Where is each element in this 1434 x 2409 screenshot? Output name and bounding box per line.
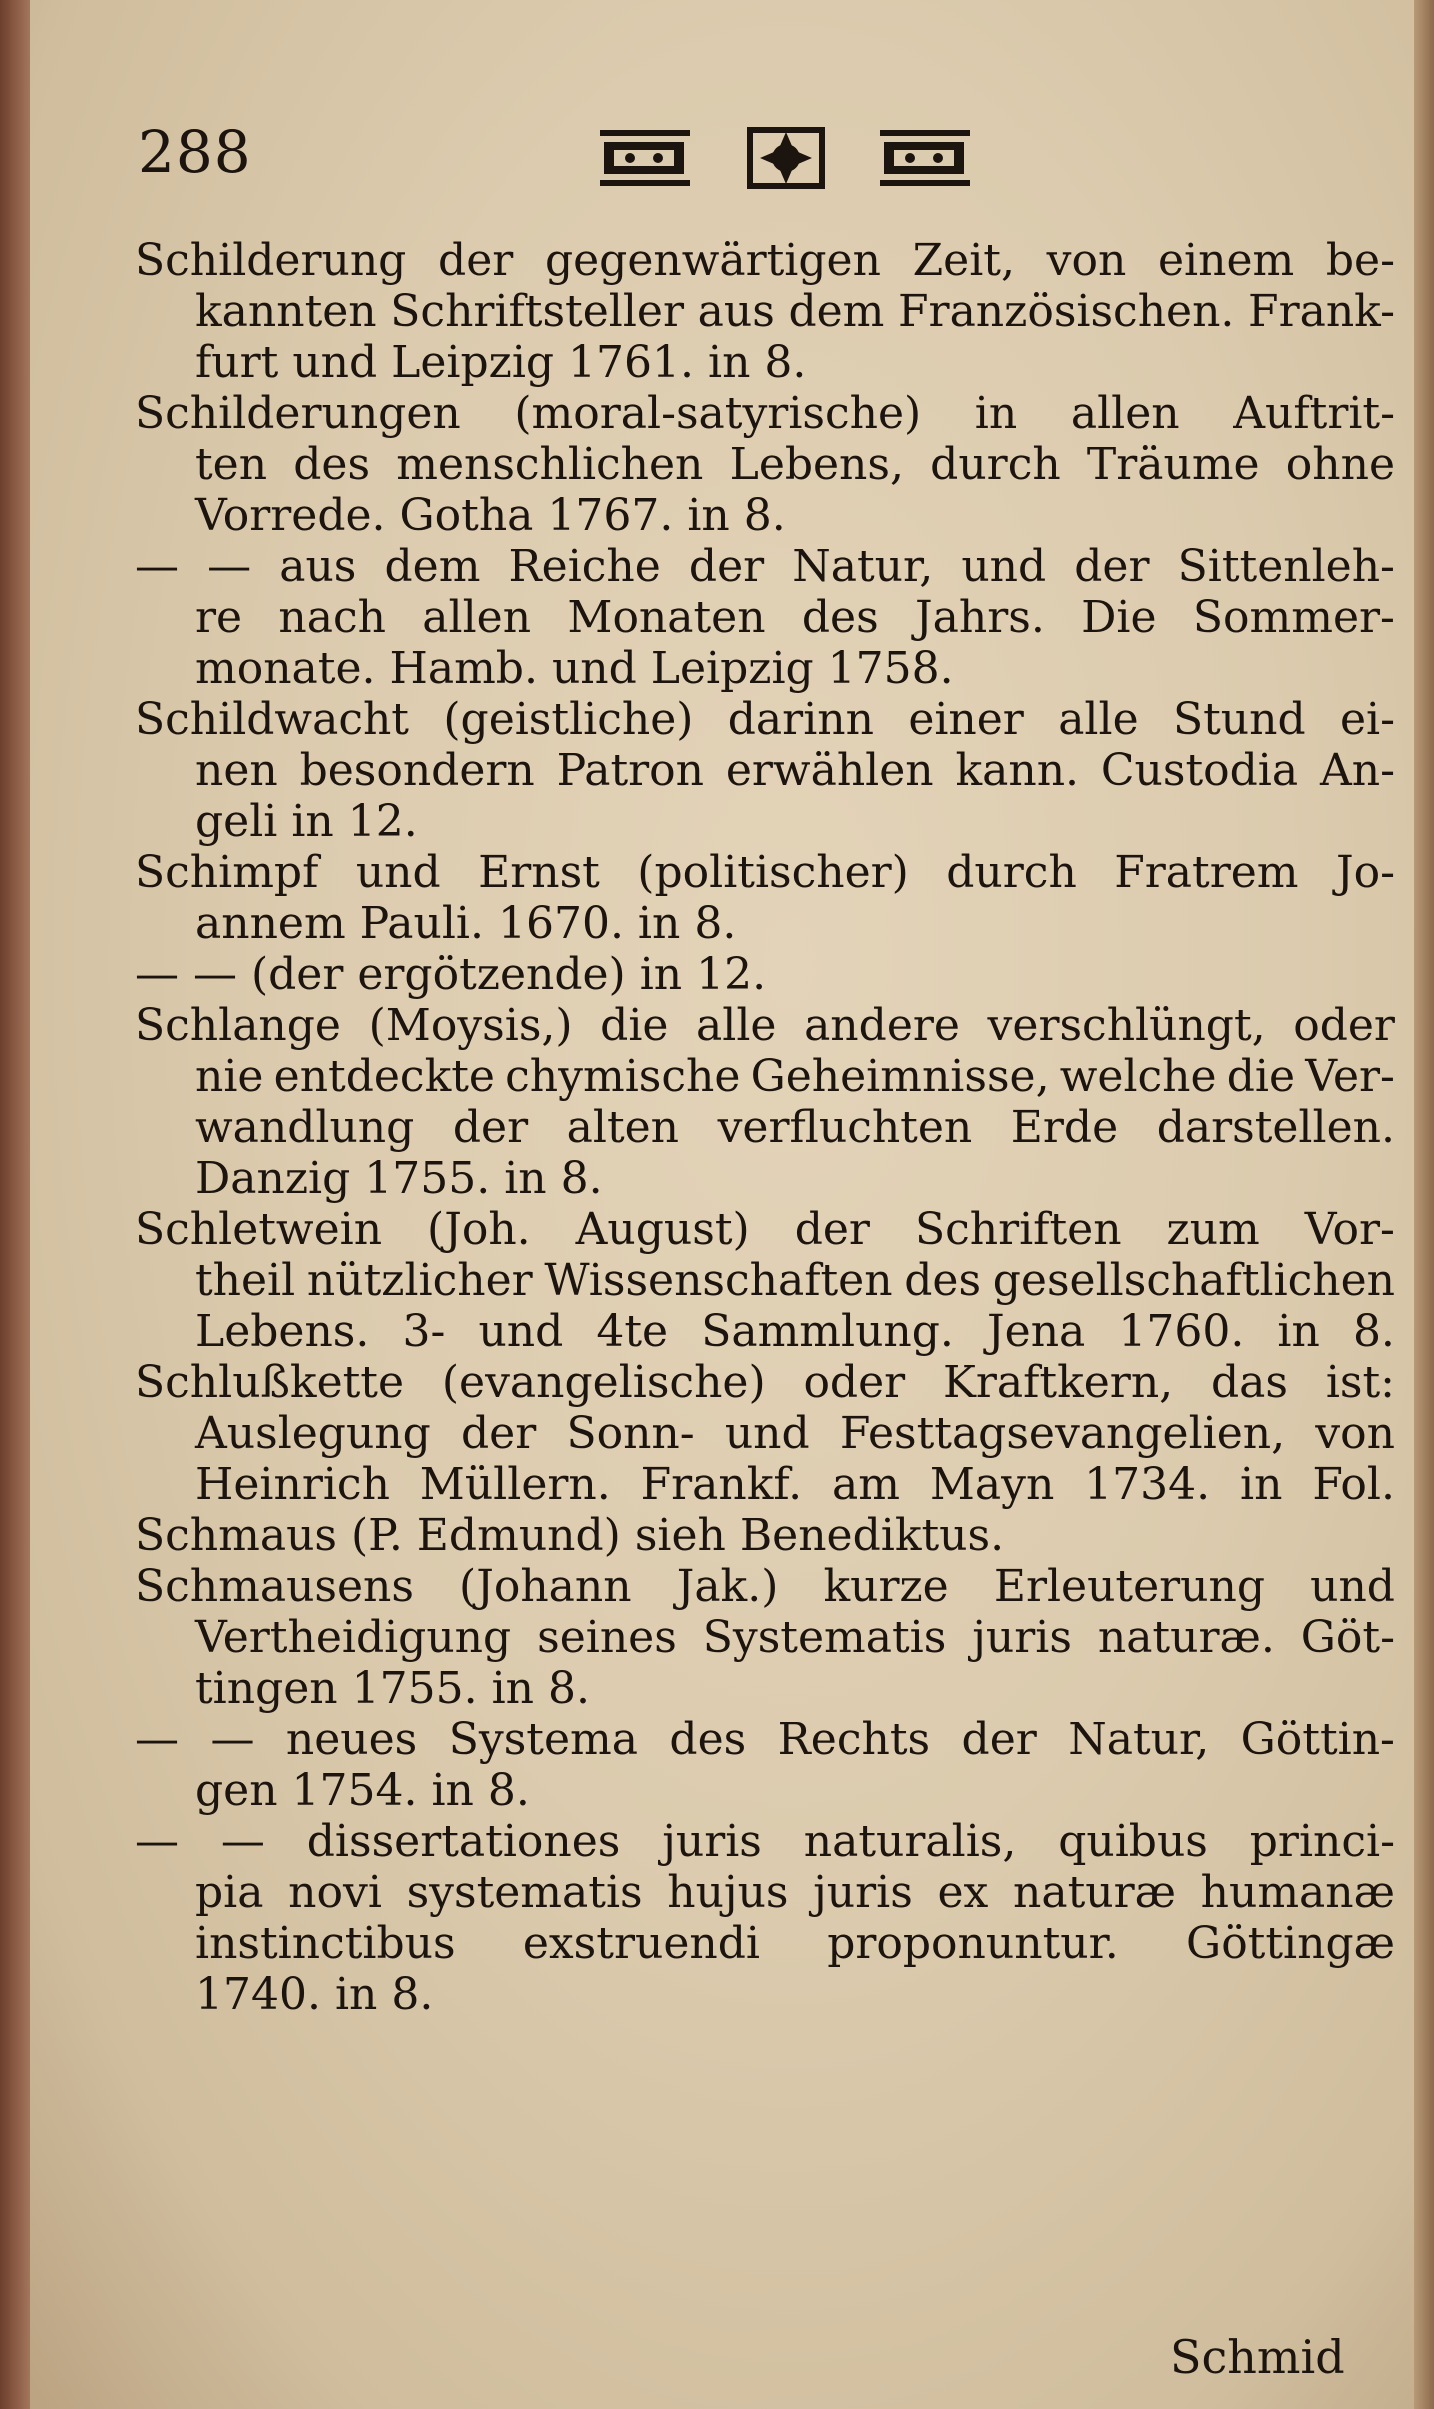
text-line: annem Pauli. 1670. in 8.: [195, 898, 737, 949]
text-line: Schimpf und Ernst (politischer) durch Fratrem Jo-: [135, 847, 1395, 898]
text-line: — — (der ergötzende) in 12.: [135, 949, 767, 1000]
text-line: Schlange (Moysis,) die alle andere verschlüngt, oder: [135, 1000, 1395, 1051]
text-line: Vertheidigung seines Systematis juris naturæ. Göt-: [195, 1612, 1395, 1663]
text-line: Lebens. 3- und 4te Sammlung. Jena 1760. in 8.: [195, 1306, 1395, 1357]
text-line: Schletwein (Joh. August) der Schriften zum Vor-: [135, 1204, 1395, 1255]
text-line: tingen 1755. in 8.: [195, 1663, 590, 1714]
text-line: Schmaus (P. Edmund) sieh Benediktus.: [135, 1510, 1005, 1561]
index-entries: [135, 235, 1395, 2020]
text-line: instinctibus exstruendi proponuntur. Göttingæ: [195, 1918, 1395, 1969]
text-line: — — aus dem Reiche der Natur, und der Sittenleh-: [135, 541, 1395, 592]
text-line: Schilderungen (moral-satyrische) in allen Auftrit-: [135, 388, 1395, 439]
text-line: Schilderung der gegenwärtigen Zeit, von einem be-: [135, 235, 1395, 286]
text-line: 1740. in 8.: [195, 1969, 434, 2020]
text-line: pia novi systematis hujus juris ex naturæ humanæ: [195, 1867, 1395, 1918]
text-line: Vorrede. Gotha 1767. in 8.: [195, 490, 786, 541]
text-line: nie entdeckte chymische Geheimnisse, welche die Ver-: [195, 1051, 1395, 1102]
text-line: wandlung der alten verfluchten Erde darstellen.: [195, 1102, 1395, 1153]
text-line: — — neues Systema des Rechts der Natur, Göttin-: [135, 1714, 1395, 1765]
page-number: 288: [138, 118, 252, 186]
text-line: furt und Leipzig 1761. in 8.: [195, 337, 807, 388]
text-line: Danzig 1755. in 8.: [195, 1153, 603, 1204]
page-fore-edge: [1414, 0, 1434, 2409]
text-line: nen besondern Patron erwählen kann. Custodia An-: [195, 745, 1395, 796]
text-line: theil nützlicher Wissenschaften des gesellschaftlichen: [195, 1255, 1395, 1306]
text-line: Heinrich Müllern. Frankf. am Mayn 1734. in Fol.: [195, 1459, 1395, 1510]
text-line: Schildwacht (geistliche) darinn einer alle Stund ei-: [135, 694, 1395, 745]
text-line: re nach allen Monaten des Jahrs. Die Sommer-: [195, 592, 1395, 643]
text-line: ten des menschlichen Lebens, durch Träume ohne: [195, 439, 1395, 490]
catchword: Schmid: [1170, 2330, 1345, 2384]
text-line: gen 1754. in 8.: [195, 1765, 530, 1816]
text-line: monate. Hamb. und Leipzig 1758.: [195, 643, 954, 694]
book-binding-edge: [0, 0, 30, 2409]
text-line: geli in 12.: [195, 796, 418, 847]
text-line: — — dissertationes juris naturalis, quibus princi-: [135, 1816, 1395, 1867]
text-line: kannten Schriftsteller aus dem Französischen. Frank-: [195, 286, 1395, 337]
text-line: Schmausens (Johann Jak.) kurze Erleuterung und: [135, 1561, 1395, 1612]
text-line: Schlußkette (evangelische) oder Kraftkern, das ist:: [135, 1357, 1395, 1408]
text-line: Auslegung der Sonn- und Festtagsevangelien, von: [195, 1408, 1395, 1459]
printers-ornament-icon: [590, 122, 990, 194]
